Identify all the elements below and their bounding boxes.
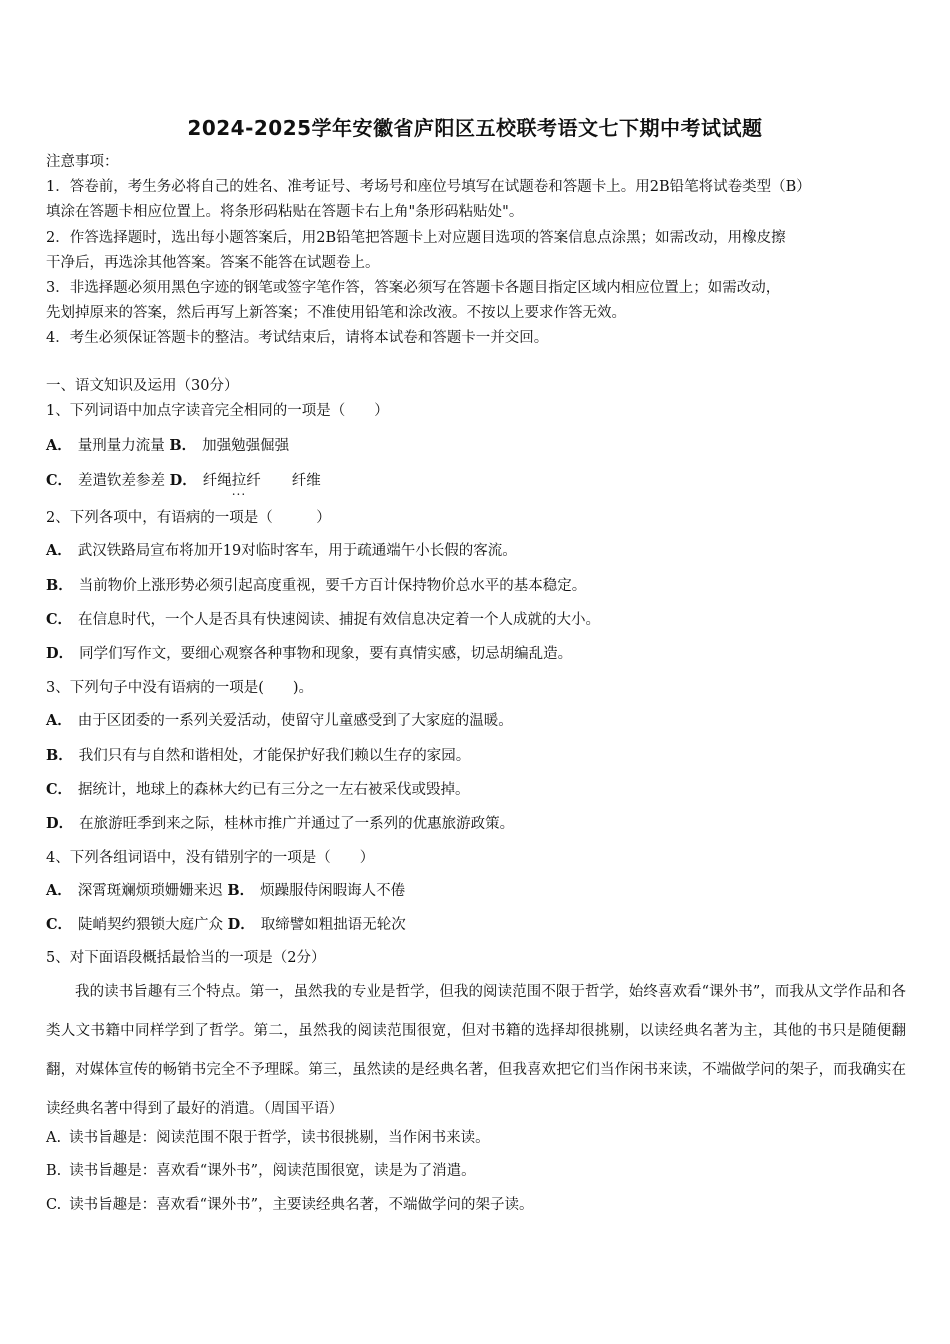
option-word: 猥锁 [136, 917, 166, 933]
option-label: D． [227, 916, 255, 933]
option-label: C． [46, 781, 73, 798]
option-word: 语无轮次 [347, 917, 406, 933]
notice-line: 填涂在答题卡相应位置上。将条形码粘贴在答题卡右上角"条形码粘贴处"。 [46, 204, 524, 220]
question-stem: 3、下列句子中没有语病的一项是( )。 [46, 680, 314, 696]
option-text: 在信息时代，一个人是否具有快速阅读、捕捉有效信息决定着一个人成就的大小。 [78, 612, 601, 628]
section-heading: 一、语文知识及运用（30分） [46, 378, 239, 394]
option-label: A． [46, 437, 72, 454]
notice-line: 4．考生必须保证答题卡的整洁。考试结束后，请将本试卷和答题卡一并交回。 [46, 330, 549, 346]
option-word: 参差 [136, 473, 166, 489]
option-word: 大庭广众 [165, 917, 224, 933]
notice-line: 1．答卷前，考生务必将自己的姓名、准考证号、考场号和座位号填写在试题卷和答题卡上。用2B铅笔将试卷类型（B） [46, 179, 811, 195]
notice-heading: 注意事项： [46, 154, 119, 170]
option-word: 斑斓 [106, 883, 136, 899]
option [46, 746, 470, 766]
option-text: 当前物价上涨形势必须引起高度重视，要千方百计保持物价总水平的基本稳定。 [78, 578, 587, 594]
option-text: 读书旨趣是：阅读范围不限于哲学，读书很挑剔，当作闲书来读。 [69, 1130, 490, 1146]
option-word: 譬如 [289, 917, 319, 933]
option [46, 644, 572, 664]
option-label: B． [227, 882, 255, 899]
option-word: 倔强 [260, 438, 290, 454]
option-label: B． [46, 747, 73, 764]
option-word: 钦差 [107, 473, 137, 489]
option-row [46, 915, 406, 935]
option-word: 取缔 [260, 917, 290, 933]
option-word: 纤维 [291, 473, 321, 489]
option-word: 加强 [202, 438, 232, 454]
option-label: A. [46, 1130, 62, 1146]
option [46, 1195, 534, 1215]
option-word: 纤绳 [202, 473, 232, 489]
option-word: 勉强 [231, 438, 261, 454]
option-word: 服侍 [289, 883, 319, 899]
option-text: 在旅游旺季到来之际，桂林市推广并通过了一系列的优惠旅游政策。 [79, 816, 515, 832]
option-text: 读书旨趣是：喜欢看“课外书”，阅读范围很宽，读是为了消遣。 [69, 1163, 476, 1179]
option-word: 量力 [106, 438, 136, 454]
page-title: 2024-2025学年安徽省庐阳区五校联考语文七下期中考试试题 [187, 116, 763, 140]
notice-line: 先划掉原来的答案，然后再写上新答案；不准使用铅笔和涂改液。不按以上要求作答无效。 [46, 305, 626, 321]
question-stem: 5、对下面语段概括最恰当的一项是（2分） [46, 950, 326, 966]
option [46, 780, 470, 800]
option-label: B. [46, 1163, 62, 1179]
option [46, 541, 517, 561]
option-text: 武汉铁路局宣布将加开19对临时客车，用于疏通端午小长假的客流。 [77, 543, 517, 559]
option-word: 闲暇 [318, 883, 348, 899]
option-word: 差遣 [78, 473, 108, 489]
option-row [46, 471, 321, 491]
option [46, 610, 600, 630]
option [46, 814, 514, 834]
option [46, 1161, 476, 1181]
option-word: 姗姗来迟 [164, 883, 223, 899]
notice-line: 3．非选择题必须用黑色字迹的钢笔或签字笔作答，答案必须写在答题卡各题目指定区域内相应位置上；如需改动， [46, 280, 781, 296]
option-label: C． [46, 472, 73, 489]
option-label: A． [46, 712, 72, 729]
option-text: 由于区团委的一系列关爱活动，使留守儿童感受到了大家庭的温暖。 [77, 713, 513, 729]
option-label: C． [46, 916, 73, 933]
option [46, 1128, 490, 1148]
option [46, 576, 586, 596]
option-word: 契约 [107, 917, 137, 933]
option-text: 同学们写作文，要细心观察各种事物和现象，要有真情实感，切忌胡编乱造。 [79, 646, 573, 662]
option-label: D． [46, 815, 74, 832]
question-stem: 1、下列词语中加点字读音完全相同的一项是（ ） [46, 403, 389, 419]
option-word: 陡峭 [78, 917, 108, 933]
option-word: 烦琐 [135, 883, 165, 899]
option-label: C. [46, 1197, 62, 1213]
option-text: 我们只有与自然和谐相处，才能保护好我们赖以生存的家园。 [78, 748, 471, 764]
option-text: 读书旨趣是：喜欢看“课外书”，主要读经典名著，不端做学问的架子读。 [69, 1197, 534, 1213]
option [46, 711, 513, 731]
option-word: 拉纤 ... [232, 471, 292, 491]
option-text: 据统计，地球上的森林大约已有三分之一左右被采伐或毁掉。 [78, 782, 470, 798]
notice-line: 干净后，再选涂其他答案。答案不能答在试题卷上。 [46, 255, 380, 271]
option-label: A． [46, 882, 72, 899]
question-stem: 2、下列各项中，有语病的一项是（ ） [46, 510, 331, 526]
option-row [46, 881, 405, 901]
option-word: 深霄 [77, 883, 107, 899]
option-label: D． [169, 472, 197, 489]
option-label: A． [46, 542, 72, 559]
notice-line: 2．作答选择题时，选出每小题答案后，用2B铅笔把答题卡上对应题目选项的答案信息点涂黑；如需改动，用橡皮擦 [46, 230, 786, 246]
option-word: 流量 [135, 438, 165, 454]
question-stem: 4、下列各组词语中，没有错别字的一项是（ ） [46, 850, 375, 866]
option-label: B． [169, 437, 197, 454]
reading-passage: 我的读书旨趣有三个特点。第一，虽然我的专业是哲学，但我的阅读范围不限于哲学，始终喜欢看“课外书”，而我从文学作品和各类人文书籍中同样学到了哲学。第二，虽然我的阅读范围很宽，但对书籍的选择却很挑剔，以读经典名著为主，其他的书只是随便翻翻，对媒体宣传的畅销书完全不予理睬。第三，虽然读的是经典名著，但我喜欢把它们当作闲书来读，不端做学问的架子，而我确实在读经典名著中得到了最好的消遣。（周国平语） [46, 984, 906, 1117]
option-word: 烦躁 [260, 883, 290, 899]
option-label: B． [46, 577, 73, 594]
option-word: 粗拙 [318, 917, 348, 933]
option-row [46, 436, 289, 456]
option-word: 量刑 [77, 438, 107, 454]
option-word: 诲人不倦 [347, 883, 406, 899]
option-label: D． [46, 645, 74, 662]
option-label: C． [46, 611, 73, 628]
